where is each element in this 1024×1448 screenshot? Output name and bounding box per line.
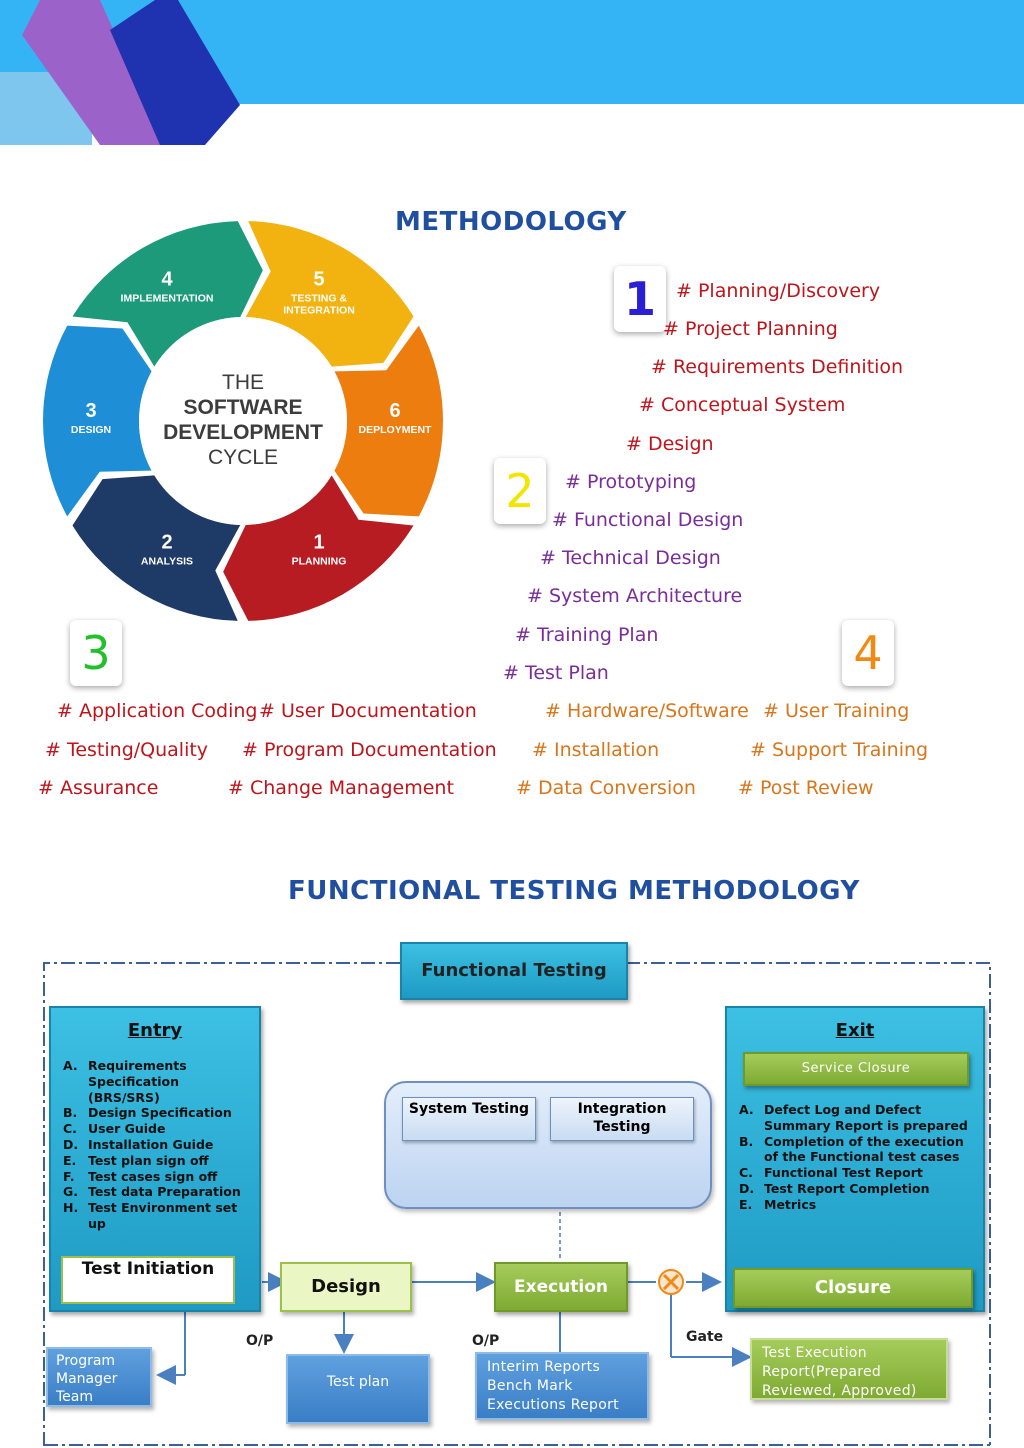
wheel-center-line-1: THE bbox=[222, 371, 264, 394]
methodology-heading: METHODOLOGY bbox=[395, 207, 627, 237]
test-execution-report-box: Test Execution Report(Prepared Reviewed, Approved) bbox=[750, 1338, 948, 1400]
phase4-item: # User Training bbox=[763, 700, 910, 722]
phase1-item: # Design bbox=[626, 433, 714, 455]
entry-list bbox=[63, 1058, 253, 1232]
execution-box: Execution bbox=[494, 1262, 628, 1312]
closure-box: Closure bbox=[733, 1268, 973, 1308]
phase2-item: # Training Plan bbox=[515, 624, 659, 646]
wheel-segment-label: TESTING & bbox=[290, 292, 348, 305]
design-box: Design bbox=[280, 1262, 412, 1312]
entry-item: F. Test cases sign off bbox=[63, 1168, 218, 1184]
wheel-segment-label: PLANNING bbox=[291, 555, 347, 568]
exit-title: Exit bbox=[835, 1020, 875, 1041]
wheel-segment-number: 5 bbox=[313, 268, 325, 291]
test-initiation-box: Test Initiation bbox=[61, 1256, 235, 1304]
phase2-item: # Technical Design bbox=[540, 547, 721, 569]
phase2-item: # Prototyping bbox=[565, 471, 697, 493]
phase-badge-2 bbox=[494, 458, 546, 524]
program-manager-box: Program Manager Team bbox=[46, 1347, 152, 1407]
phase-badge-1-number: 1 bbox=[623, 272, 656, 326]
functional-testing-title-box: Functional Testing bbox=[400, 942, 628, 1000]
phase3-item: # Application Coding bbox=[57, 700, 258, 722]
sdlc-wheel bbox=[40, 218, 446, 624]
wheel-center-line-4: CYCLE bbox=[207, 446, 279, 469]
interim-reports-box bbox=[475, 1352, 649, 1420]
phase4-item: # Hardware/Software bbox=[545, 700, 749, 722]
wheel-segment-number: 1 bbox=[313, 531, 325, 554]
wheel-segment-number: 3 bbox=[85, 400, 97, 422]
exit-item: A. Defect Log and Defect Summary Report is prepared bbox=[739, 1102, 968, 1133]
entry-item: D. Installation Guide bbox=[63, 1136, 214, 1152]
wheel-segment-number: 4 bbox=[161, 268, 173, 291]
entry-item: A. Requirements Specification (BRS/SRS) bbox=[63, 1058, 187, 1105]
wheel-segment-label: DESIGN bbox=[70, 424, 112, 436]
exit-item: C. Functional Test Report bbox=[739, 1165, 923, 1181]
phase-badge-3-number: 3 bbox=[81, 626, 111, 680]
phase4-item: # Installation bbox=[532, 739, 660, 761]
phase3-item: # User Documentation bbox=[259, 700, 477, 722]
exit-item: D. Test Report Completion bbox=[739, 1180, 930, 1196]
phase4-item: # Data Conversion bbox=[516, 777, 696, 799]
exit-panel bbox=[725, 1006, 985, 1312]
phase2-item: # Functional Design bbox=[552, 509, 744, 531]
output-label-design: O/P bbox=[246, 1333, 274, 1349]
entry-panel bbox=[49, 1006, 261, 1312]
test-plan-box: Test plan bbox=[286, 1354, 430, 1424]
phase-badge-4 bbox=[842, 620, 894, 686]
phase-badge-3 bbox=[70, 620, 122, 686]
phase3-item: # Change Management bbox=[228, 777, 454, 799]
exit-item: B. Completion of the execution of the Functional test cases bbox=[739, 1133, 964, 1165]
functional-testing-heading: FUNCTIONAL TESTING METHODOLOGY bbox=[288, 876, 860, 906]
testing-group bbox=[384, 1081, 712, 1209]
wheel-center-line-3: DEVELOPMENT bbox=[163, 421, 323, 444]
phase1-item: # Requirements Definition bbox=[651, 356, 904, 378]
system-testing-box: System Testing bbox=[402, 1097, 536, 1141]
output-label-execution: O/P bbox=[472, 1333, 500, 1349]
interim-reports-line: Interim Reports bbox=[487, 1359, 601, 1375]
wheel-segment-label: INTEGRATION bbox=[283, 304, 355, 317]
phase4-item: # Support Training bbox=[750, 739, 929, 761]
interim-reports-line: Executions Report bbox=[487, 1397, 619, 1413]
wheel-center-line-2: SOFTWARE bbox=[183, 396, 303, 419]
wheel-segment-label: IMPLEMENTATION bbox=[120, 292, 214, 305]
phase1-item: # Project Planning bbox=[663, 318, 838, 340]
phase2-item: # System Architecture bbox=[527, 585, 743, 607]
phase1-item: # Conceptual System bbox=[639, 394, 846, 416]
entry-item: H. Test Environment set up bbox=[63, 1200, 238, 1231]
service-closure-box: Service Closure bbox=[743, 1052, 969, 1086]
phase3-item: # Testing/Quality bbox=[45, 739, 209, 761]
phase-badge-2-number: 2 bbox=[505, 464, 535, 518]
phase1-item: # Planning/Discovery bbox=[676, 280, 881, 302]
wheel-segment-label: ANALYSIS bbox=[140, 555, 194, 568]
entry-item: G. Test data Preparation bbox=[63, 1184, 241, 1200]
phase-badge-1 bbox=[614, 266, 666, 332]
exit-list bbox=[739, 1102, 977, 1213]
integration-testing-box: Integration Testing bbox=[550, 1097, 694, 1141]
brand-logo-shapes bbox=[0, 0, 260, 150]
phase2-item: # Test Plan bbox=[503, 662, 609, 684]
wheel-segment-label: DEPLOYMENT bbox=[358, 424, 432, 436]
phase4-item: # Post Review bbox=[738, 777, 874, 799]
entry-title: Entry bbox=[127, 1020, 183, 1041]
entry-item: C. User Guide bbox=[63, 1121, 166, 1137]
exit-item: E. Metrics bbox=[739, 1196, 817, 1212]
entry-item: B. Design Specification bbox=[63, 1105, 232, 1121]
wheel-segment-number: 6 bbox=[389, 400, 401, 422]
entry-item: E. Test plan sign off bbox=[63, 1152, 209, 1168]
wheel-segment-number: 2 bbox=[161, 531, 173, 554]
interim-reports-line: Bench Mark bbox=[487, 1378, 573, 1394]
gate-label: Gate bbox=[686, 1329, 724, 1345]
phase3-item: # Assurance bbox=[38, 777, 159, 799]
phase-badge-4-number: 4 bbox=[853, 626, 883, 680]
phase3-item: # Program Documentation bbox=[242, 739, 497, 761]
